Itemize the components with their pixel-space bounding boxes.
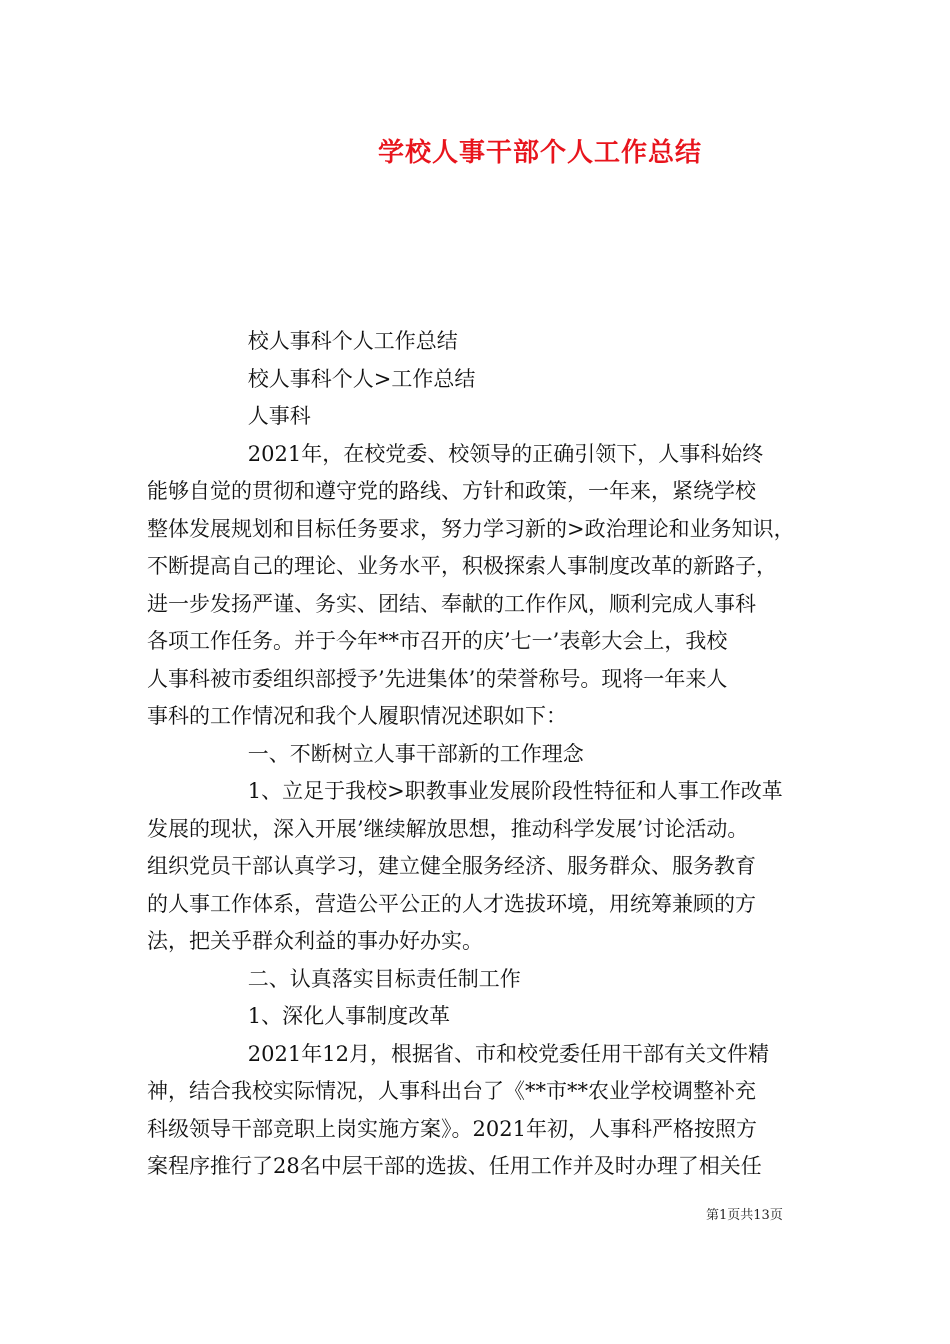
paragraph-line: 不断提高自己的理论、业务水平，积极探索人事制度改革的新路子， [147, 554, 777, 578]
paragraph-line: 人事科 [247, 404, 311, 428]
paragraph-line: 发展的现状，深入开展’继续解放思想，推动科学发展’讨论活动。 [147, 816, 749, 841]
paragraph-line: 2021年12月，根据省、市和校党委任用干部有关文件精 [247, 1041, 769, 1066]
paragraph-line: 进一步发扬严谨、务实、团结、奉献的工作作风，顺利完成人事科 [147, 591, 756, 616]
paragraph-line: 人事科被市委组织部授予’先进集体’的荣誉称号。现将一年来人 [147, 666, 728, 691]
paragraph-line: 事科的工作情况和我个人履职情况述职如下： [147, 704, 567, 728]
paragraph-line: 的人事工作体系，营造公平公正的人才选拔环境，用统筹兼顾的方 [147, 891, 756, 916]
paragraph-line: 2021年，在校党委、校领导的正确引领下，人事科始终 [247, 441, 764, 466]
paragraph-line: 案程序推行了28名中层干部的选拔、任用工作并及时办理了相关任 [147, 1154, 762, 1178]
paragraph-line: 校人事科个人工作总结 [247, 329, 458, 353]
document-body [147, 323, 817, 1186]
paragraph-line: 各项工作任务。并于今年**市召开的庆’七一’表彰大会上，我校 [147, 629, 728, 653]
paragraph-line: 组织党员干部认真学习，建立健全服务经济、服务群众、服务教育 [147, 854, 756, 878]
paragraph-line: 神，结合我校实际情况，人事科出台了《**市**农业学校调整补充 [147, 1079, 756, 1103]
paragraph-line: 能够自觉的贯彻和遵守党的路线、方针和政策，一年来，紧绕学校 [147, 479, 756, 503]
paragraph-line: 科级领导干部竞职上岗实施方案》。2021年初，人事科严格按照方 [147, 1116, 757, 1141]
paragraph-line: 整体发展规划和目标任务要求，努力学习新的>政治理论和业务知识， [147, 516, 795, 541]
paragraph-line: 1、立足于我校>职教事业发展阶段性特征和人事工作改革 [247, 779, 783, 803]
paragraph-line: 1、深化人事制度改革 [247, 1004, 451, 1028]
paragraph-line: 法，把关乎群众利益的事办好办实。 [147, 929, 483, 953]
paragraph-line: 校人事科个人>工作总结 [247, 366, 476, 391]
paragraph-line: 二、认真落实目标责任制工作 [247, 966, 521, 991]
document-title: 学校人事干部个人工作总结 [377, 138, 702, 168]
page-footer: 第1页共13页 [706, 1208, 783, 1223]
paragraph-line: 一、不断树立人事干部新的工作理念 [247, 741, 584, 766]
